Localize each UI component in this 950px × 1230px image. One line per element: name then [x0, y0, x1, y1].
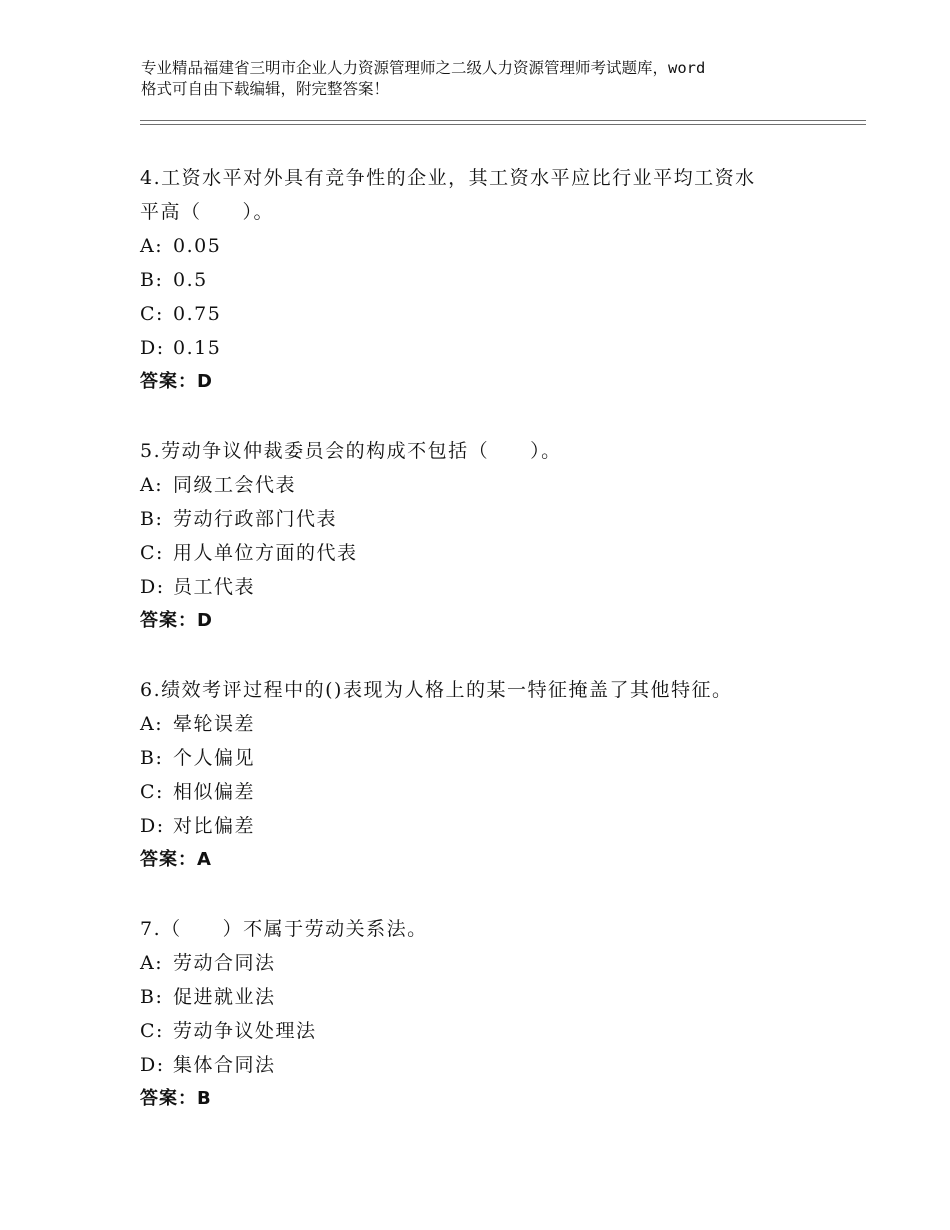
option-text: 个人偏见	[173, 747, 256, 769]
option-text: 0.75	[173, 303, 222, 325]
option-letter: C:	[140, 1020, 164, 1042]
option-text: 员工代表	[173, 576, 256, 598]
option-text: 对比偏差	[173, 815, 256, 837]
question-stem-line: 4.工资水平对外具有竞争性的企业，其工资水平应比行业平均工资水	[140, 167, 756, 189]
option-letter: D:	[140, 337, 165, 359]
option-d	[140, 570, 830, 604]
document-header	[141, 58, 841, 100]
option-letter: A:	[140, 952, 164, 974]
option-letter: B:	[140, 747, 164, 769]
option-a	[140, 229, 830, 263]
option-c	[140, 536, 830, 570]
option-text: 用人单位方面的代表	[173, 542, 358, 564]
question-stem-line: 5.劳动争议仲裁委员会的构成不包括（ ）。	[140, 440, 562, 462]
option-text: 劳动争议处理法	[173, 1020, 317, 1042]
option-text: 劳动行政部门代表	[173, 508, 338, 530]
option-c	[140, 297, 830, 331]
option-letter: D:	[140, 815, 165, 837]
option-letter: B:	[140, 986, 164, 1008]
answer-line: 答案：A	[140, 849, 212, 870]
option-text: 0.15	[173, 337, 222, 359]
option-c	[140, 775, 830, 809]
question-stem-line: 7.（ ）不属于劳动关系法。	[140, 918, 428, 940]
option-b	[140, 263, 830, 297]
option-text: 0.05	[173, 235, 222, 257]
option-letter: C:	[140, 303, 164, 325]
option-letter: B:	[140, 508, 164, 530]
answer-line: 答案：D	[140, 371, 213, 392]
answer-line: 答案：D	[140, 610, 213, 631]
answer-line: 答案：B	[140, 1088, 212, 1109]
option-letter: C:	[140, 781, 164, 803]
option-letter: A:	[140, 474, 164, 496]
option-text: 促进就业法	[173, 986, 276, 1008]
option-text: 劳动合同法	[173, 952, 276, 974]
option-c	[140, 1014, 830, 1048]
option-a	[140, 707, 830, 741]
option-letter: B:	[140, 269, 164, 291]
option-text: 晕轮误差	[173, 713, 256, 735]
question-5	[140, 434, 830, 638]
question-stem-line: 平高（ ）。	[140, 201, 275, 223]
option-d	[140, 1048, 830, 1082]
option-a	[140, 946, 830, 980]
option-letter: A:	[140, 235, 164, 257]
option-d	[140, 809, 830, 843]
header-title-line-1: 专业精品福建省三明市企业人力资源管理师之二级人力资源管理师考试题库，word	[141, 59, 706, 77]
header-title-line-2: 格式可自由下载编辑，附完整答案！	[141, 80, 390, 98]
option-text: 相似偏差	[173, 781, 256, 803]
option-a	[140, 468, 830, 502]
question-stem-line: 6.绩效考评过程中的()表现为人格上的某一特征掩盖了其他特征。	[140, 679, 733, 701]
option-letter: C:	[140, 542, 164, 564]
option-text: 0.5	[173, 269, 208, 291]
option-letter: D:	[140, 1054, 165, 1076]
option-b	[140, 502, 830, 536]
option-text: 集体合同法	[173, 1054, 276, 1076]
option-letter: D:	[140, 576, 165, 598]
question-4	[140, 161, 830, 399]
option-b	[140, 980, 830, 1014]
question-6	[140, 673, 830, 877]
option-letter: A:	[140, 713, 164, 735]
question-7	[140, 912, 830, 1116]
header-divider	[140, 120, 866, 125]
option-d	[140, 331, 830, 365]
option-b	[140, 741, 830, 775]
option-text: 同级工会代表	[173, 474, 297, 496]
